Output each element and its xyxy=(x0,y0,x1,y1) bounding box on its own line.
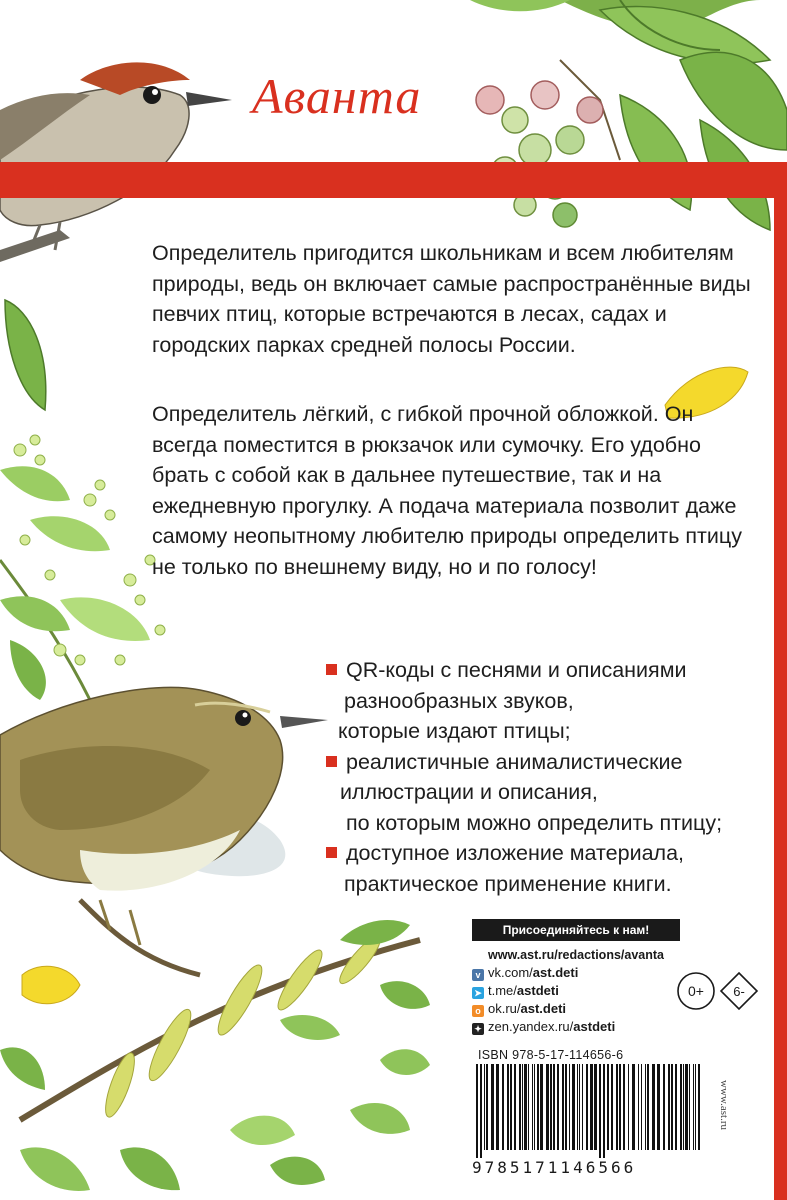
barcode-bar xyxy=(628,1064,629,1150)
warbler-bird xyxy=(0,687,328,890)
barcode-bar xyxy=(680,1064,682,1150)
barcode-bar xyxy=(582,1064,583,1150)
join-us-header: Присоединяйтесь к нам! xyxy=(472,919,680,941)
feature-line: по которым можно определить птицу; xyxy=(346,810,723,835)
publisher-website-link[interactable]: www.ast.ru/redactions/avanta xyxy=(488,948,664,962)
barcode-bar xyxy=(698,1064,700,1150)
age-rating-6 xyxy=(719,971,759,1011)
barcode-bar xyxy=(546,1064,549,1150)
telegram-icon: ➤ xyxy=(472,987,484,999)
barcode-bar xyxy=(685,1064,688,1150)
barcode-bar xyxy=(514,1064,516,1150)
barcode-bar xyxy=(693,1064,694,1150)
barcode-bar xyxy=(668,1064,670,1150)
vertical-site-url: www.ast.ru xyxy=(718,1080,730,1130)
left-flowering-branch xyxy=(0,435,165,700)
isbn-number: ISBN 978-5-17-114656-6 xyxy=(478,1048,624,1062)
feature-line: практическое применение книги. xyxy=(344,871,672,896)
barcode-bar xyxy=(695,1064,696,1150)
feature-line: доступное изложение материала, xyxy=(326,838,766,869)
feature-item xyxy=(326,747,766,839)
feature-item xyxy=(326,838,766,899)
barcode-bar xyxy=(491,1064,494,1150)
barcode-bar xyxy=(550,1064,552,1150)
barcode-bar xyxy=(510,1064,512,1150)
barcode-bar xyxy=(507,1064,509,1150)
barcode-bar xyxy=(528,1064,529,1150)
feature-line: иллюстрации и описания, xyxy=(340,780,598,804)
barcode-bar xyxy=(486,1064,488,1150)
barcode-bar xyxy=(569,1064,570,1150)
bullet-icon xyxy=(326,847,337,858)
description-paragraph-1: Определитель пригодится школьникам и всем любителям природы, ведь он включает самые распространённые виды певчих птиц, которые встречаются в лесах, садах и городских парках средней полосы России. xyxy=(152,241,751,357)
right-red-stripe xyxy=(774,162,787,1200)
barcode-bar xyxy=(562,1064,564,1150)
barcode-bar xyxy=(645,1064,646,1150)
barcode-bar xyxy=(647,1064,649,1150)
social-link-vk[interactable]: v vk.com/ast.deti xyxy=(472,964,672,982)
barcode-bar xyxy=(519,1064,521,1150)
barcode-bar xyxy=(532,1064,533,1150)
barcode-bar xyxy=(607,1064,609,1150)
feature-line: реалистичные анималистические xyxy=(326,747,766,778)
svg-text:6-: 6- xyxy=(733,984,745,999)
bullet-icon xyxy=(326,664,337,675)
barcode-bar xyxy=(476,1064,478,1158)
bullet-icon xyxy=(326,756,337,767)
barcode-bar xyxy=(594,1064,597,1150)
barcode-bar xyxy=(540,1064,543,1150)
zen-icon: ✦ xyxy=(472,1023,484,1035)
barcode-bar xyxy=(632,1064,635,1150)
barcode-bar xyxy=(623,1064,625,1150)
odnoklassniki-icon: o xyxy=(472,1005,484,1017)
barcode-bar xyxy=(689,1064,690,1150)
features-list xyxy=(326,655,766,899)
barcode-bar xyxy=(524,1064,527,1150)
barcode-bar xyxy=(619,1064,621,1150)
barcode-bar xyxy=(603,1064,605,1158)
barcode-bar xyxy=(496,1064,499,1150)
barcode-bar xyxy=(599,1064,601,1158)
barcode-bar xyxy=(616,1064,618,1150)
barcode-bar xyxy=(590,1064,593,1150)
feature-line: QR-коды с песнями и описаниями xyxy=(326,655,766,686)
barcode-bar xyxy=(577,1064,578,1150)
description-paragraph-2: Определитель лёгкий, с гибкой прочной обложкой. Он всегда поместится в рюкзачок или сумочку. Его удобно брать с собой как в дальнее путешествие, так и на ежедневную прогулку. А подача материала позволит даже самому неопытному любителю природы определить птицу не только по внешнему виду, но и по голосу! xyxy=(152,402,742,579)
barcode-bar xyxy=(534,1064,535,1150)
barcode-bar xyxy=(671,1064,673,1150)
social-link-odnoklassniki[interactable]: o ok.ru/ast.deti xyxy=(472,1000,672,1018)
barcode-bar xyxy=(553,1064,555,1150)
barcode-bar xyxy=(502,1064,504,1150)
barcode-bar xyxy=(652,1064,655,1150)
svg-text:0+: 0+ xyxy=(688,983,704,999)
feature-line: разнообразных звуков, xyxy=(344,688,574,713)
barcode-bar xyxy=(641,1064,642,1150)
barcode xyxy=(472,1064,710,1158)
barcode-bar xyxy=(537,1064,539,1150)
feature-line: которые издают птицы; xyxy=(338,719,571,743)
left-leaf xyxy=(5,300,46,410)
barcode-digits: 9785171146566 xyxy=(472,1158,637,1177)
vk-icon: v xyxy=(472,969,484,981)
social-link-telegram[interactable]: ➤ t.me/astdeti xyxy=(472,982,672,1000)
barcode-bar xyxy=(657,1064,660,1150)
barcode-bar xyxy=(638,1064,639,1150)
barcode-bar xyxy=(480,1064,482,1158)
join-us-block xyxy=(472,919,680,963)
barcode-bar xyxy=(611,1064,613,1150)
social-link-zen[interactable]: ✦ zen.yandex.ru/astdeti xyxy=(472,1018,672,1036)
barcode-bar xyxy=(572,1064,575,1150)
barcode-bar xyxy=(683,1064,684,1150)
barcode-bar xyxy=(484,1064,485,1150)
age-rating-0-plus xyxy=(676,971,716,1011)
feature-item xyxy=(326,655,766,747)
catkin-branch xyxy=(0,900,430,1191)
barcode-bar xyxy=(675,1064,677,1150)
barcode-bar xyxy=(579,1064,580,1150)
barcode-bar xyxy=(663,1064,665,1150)
barcode-bar xyxy=(586,1064,588,1150)
publisher-logo: Аванта xyxy=(252,68,422,124)
barcode-bar xyxy=(557,1064,559,1150)
barcode-bar xyxy=(522,1064,523,1150)
barcode-bar xyxy=(565,1064,567,1150)
top-red-band xyxy=(0,162,787,198)
